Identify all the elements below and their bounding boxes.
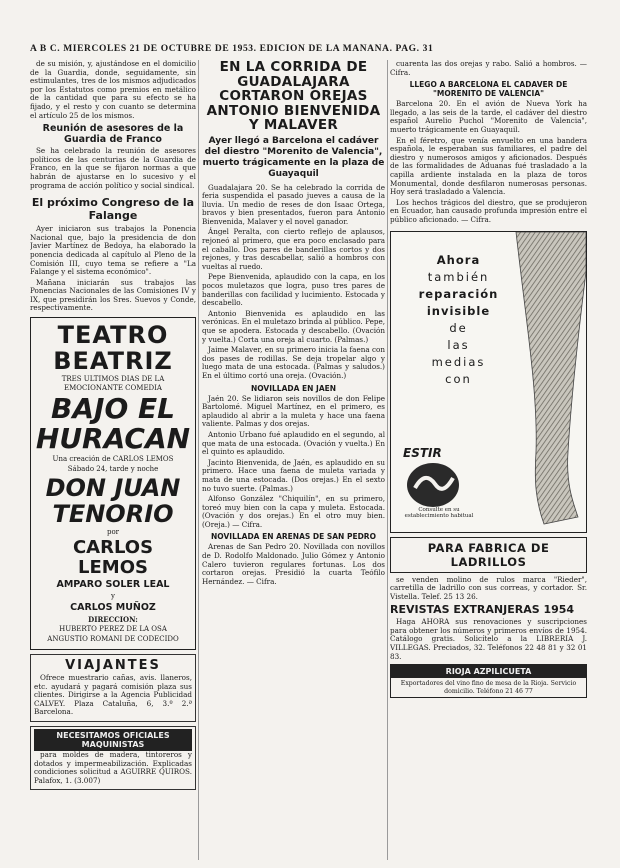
ad-word: reparación xyxy=(418,286,499,301)
classified-text: Ofrece muestrario cañas, avis. llaneros, etc. ayudará y pagará comisión plaza sus clientes. Dirigirse a la Agencia Publicidad CALVEY. Plaza Cataluña, 6, 3.º 2.ª Barcelona. xyxy=(34,673,192,717)
headline-morenito: LLEGO A BARCELONA EL CADAVER DE "MORENITO DE VALENCIA" xyxy=(409,80,568,99)
estir-emblem xyxy=(403,460,463,510)
ad-word: también xyxy=(427,269,490,284)
estir-advertisement xyxy=(390,231,587,533)
theatre-advertisement xyxy=(30,317,196,650)
classified-oficiales xyxy=(30,726,196,790)
article-text: Pepe Bienvenida, aplaudido con la capa, en los pocos muletazos que logra, puso tres pares de banderillas con facilidad y lucimiento. Estocada y descabello. xyxy=(202,272,385,308)
theatre-star: CARLOS LEMOS xyxy=(72,537,154,579)
ad-word: Ahora xyxy=(436,252,481,267)
article-text: Los hechos trágicos del diestro, que se produjeron en Ecuador, han causado profunda impresión entre el público aficionado. — Cifra. xyxy=(390,197,587,224)
classified-text: se venden molino de rulos marca "Rieder", carretilla de ladrillo con sus correas, y cortador. Sr. Vistella. Telef. 25 13 26. xyxy=(390,574,587,601)
article-text: Jaén 20. Se lidiaron seis novillos de don Felipe Bartolomé. Miguel Martínez, en el primero, es aplaudido al abrir a la muleta y hace una faena valiente. Palmas y dos orejas. xyxy=(202,393,385,429)
classified-title: REVISTAS EXTRANJERAS 1954 xyxy=(390,603,575,617)
theatre-conjunction: y xyxy=(111,592,115,601)
theatre-por: por xyxy=(106,528,120,537)
theatre-director: HUBERTO PEREZ DE LA OSA xyxy=(59,625,167,634)
show-title-primary: BAJO EL HURACAN xyxy=(35,392,191,456)
article-text: En el féretro, que venía envuelto en una bandera española, le esperaban sus familiares, el padre del diestro y numerosos amigos y aficionados. Después de las formalidades de Aduanas fué trasladado a la capilla ardiente instalada en la plaza de toros Monumental, donde desfilaron numerosas personas. Hoy será trasladado a Valencia. xyxy=(390,135,587,197)
estir-tagline: Consulte en su establecimiento habitual xyxy=(404,506,474,519)
theatre-note: Una creación de CARLOS LEMOS xyxy=(52,455,174,464)
ad-word: de xyxy=(449,320,468,335)
classified-title: VIAJANTES xyxy=(65,658,161,674)
article-text: Jaime Malaver, en su primero inicia la faena con dos pases de rodillas. Se deja tropelar algo y luego mata de una estocada. (Palmas y saludos.) En el último cortó una oreja. (Ovación.) xyxy=(202,345,385,380)
ad-word: medias xyxy=(431,354,486,369)
column-middle xyxy=(202,60,385,860)
article-text: Mañana iniciarán sus trabajos las Ponencias Nacionales de las Comisiones IV y IX, que presidirán los Sres. Suevos y Conde, respectivamente. xyxy=(30,277,196,313)
article-text: Antonio Urbano fué aplaudido en el segundo, al que mata de una estocada. (Ovación y vuelta.) En el quinto es aplaudido. xyxy=(202,429,385,457)
ad-word: las xyxy=(447,337,470,352)
headline-congreso: El próximo Congreso de la Falange xyxy=(31,196,195,223)
subheading-arenas: NOVILLADA EN ARENAS DE SAN PEDRO xyxy=(211,532,376,542)
classified-rioja xyxy=(390,664,587,698)
estir-brand: ESTIR xyxy=(403,445,442,460)
headline-deck: Ayer llegó a Barcelona el cadáver del diestro "Morenito de Valencia", muerto trágicamente en la plaza de Guayaquil xyxy=(202,135,385,179)
ad-word: con xyxy=(445,371,472,386)
article-text: Antonio Bienvenida es aplaudido en las verónicas. En el muletazo brinda al público. Pepe, que se apodera. Estocada y descabello. (Ovación y vuelta.) Corta una oreja al cuarto. (Palmas.) xyxy=(202,308,385,344)
classified-viajantes xyxy=(30,654,196,722)
theatre-direction-label: DIRECCION: xyxy=(88,615,138,625)
classified-text: Exportadores del vino fino de mesa de la Rioja. Servicio domicilio. Teléfono 21 46 77 xyxy=(400,680,577,695)
classified-title: RIOJA AZPILICUETA xyxy=(391,665,586,678)
subheading-jaen: NOVILLADA EN JAEN xyxy=(250,383,337,393)
article-text: Jacinto Bienvenida, de Jaén, es aplaudido en su primero. Hace una faena de muleta variada y mata de una estocada. (Dos orejas.) En el sexto no tuvo suerte. (Palmas.) xyxy=(202,457,385,493)
column-right xyxy=(390,60,587,860)
article-text: Arenas de San Pedro 20. Novillada con novillos de D. Rodolfo Maldonado. Julio Gómez y Antonio Calero tuvieron regulares fortunas. Los dos cortaron orejas. Presidió la cuarta Teófilo Hernández. — Cifra. xyxy=(202,542,385,586)
classified-fabrica xyxy=(390,537,587,573)
theatre-name: TEATRO BEATRIZ xyxy=(53,321,173,376)
classified-title: PARA FABRICA DE LADRILLOS xyxy=(427,540,550,569)
page-header: A B C. MIERCOLES 21 DE OCTUBRE DE 1953. EDICION DE LA MAÑANA. PAG. 31 xyxy=(30,44,434,54)
theatre-cast: AMPARO SOLER LEAL xyxy=(56,579,170,591)
article-text: Barcelona 20. En el avión de Nueva York ha llegado, a las seis de la tarde, el cadáver del diestro español Aurelio Puchol "Morenito de Valencia", muerto trágicamente en Guayaquil. xyxy=(390,99,587,134)
estir-logo xyxy=(403,446,475,516)
main-headline: EN LA CORRIDA DE GUADALAJARA CORTARON OREJAS ANTONIO BIENVENIDA Y MALAVER xyxy=(206,60,381,133)
theatre-tagline: TRES ULTIMOS DIAS DE LA EMOCIONANTE COMEDIA xyxy=(61,375,165,393)
column-divider xyxy=(198,60,199,860)
column-left xyxy=(30,60,196,860)
article-text: de su misión, y, ajustándose en el domicilio de la Guardia, donde, seguidamente, sin estimulantes, tres de los mismos adjudicados por los Estatutos como premios en metálico de la cantidad que para su efecto se ha fijado, y el resto y con cuanto se determina el artículo 25 de los mismos. xyxy=(30,60,196,120)
article-text: Ayer iniciaron sus trabajos la Ponencia Nacional que, bajo la presidencia de don Javier Martínez de Bedoya, ha elaborado la ponencia dedicada al capítulo al Pleno de la Comisión III, cuyo tema se refiere a "La Falange y el sistema económico". xyxy=(30,224,196,277)
article-text: cuarenta las dos orejas y rabo. Salió a hombros. — Cifra. xyxy=(390,60,587,77)
article-text: Alfonso González "Chiquilín", en su primero, toreó muy bien con la capa y muleta. Estocada. (Ovación y dos orejas.) En el otro muy bien. (Oreja.) — Cifra. xyxy=(202,494,385,529)
column-divider xyxy=(387,60,388,860)
ad-copy xyxy=(401,252,516,388)
show-title-secondary: DON JUAN TENORIO xyxy=(45,474,181,529)
classified-title: NECESITAMOS OFICIALES MAQUINISTAS xyxy=(34,729,192,751)
ad-word: invisible xyxy=(426,303,491,318)
article-text: Ángel Peralta, con cierto reflejo de aplausos, rejoneó al primero, que era poco enclasado para el caballo. Dos pares de banderillas cortos y dos rejones, y tras descabellar, salió a hombros con vueltas al ruedo. xyxy=(202,227,385,271)
article-text: Se ha celebrado la reunión de asesores políticos de las centurias de la Guardia de Franco, en la que se fijaron normas a que habrán de ajustarse en lo sucesivo y el programa de acción político y social sindical. xyxy=(30,146,196,190)
classified-text: para moldes de madera, tintoreros y dotados y impermeabilización. Explicadas condiciones solicitud a AGUIRRE QUIROS. Palafox, 1. (3.007) xyxy=(34,750,192,785)
headline-guardia: Reunión de asesores de la Guardia de Franco xyxy=(42,123,184,146)
theatre-cast: CARLOS MUÑOZ xyxy=(70,602,156,614)
theatre-date: Sábado 24, tarde y noche xyxy=(67,465,159,474)
classified-text: Haga AHORA sus renovaciones y suscripciones para obtener los números y primeros envíos de 1954. Catálogo gratis. Solicítelo a la LIBRERIA J. VILLEGAS. Preciados, 32. Teléfonos 22 48 81 y 32 01 83. xyxy=(390,617,587,661)
article-text: Guadalajara 20. Se ha celebrado la corrida de feria suspendida el pasado jueves a causa de la lluvia. Un medio de reses de don Isaac Ortega, bravos y bien presentados, fueron para Antonio Bienvenida, Malaver y el novel ganador. xyxy=(202,182,385,226)
theatre-director: ANGUSTIO ROMANI DE CODECIDO xyxy=(47,635,179,644)
